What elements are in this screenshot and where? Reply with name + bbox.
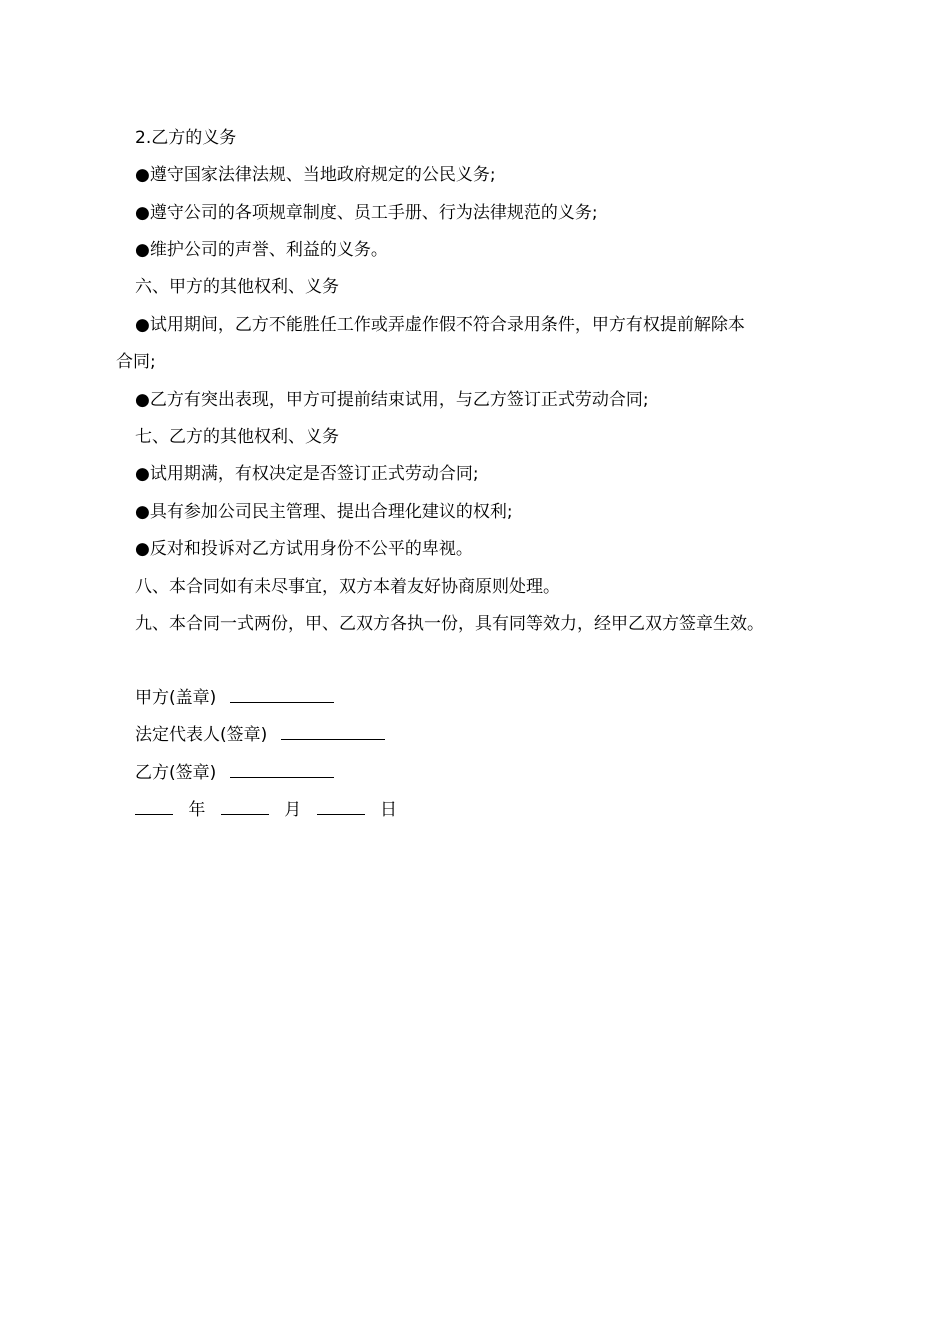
section-7-item: ●试用期满，有权决定是否签订正式劳动合同; — [135, 464, 479, 484]
legal-rep-label: 法定代表人(签章) — [135, 725, 268, 745]
section-7-item: ●具有参加公司民主管理、提出合理化建议的权利; — [135, 502, 513, 522]
party-a-signature-line — [135, 686, 334, 710]
day-blank — [317, 798, 365, 815]
section-6-item-continuation: 合同; — [116, 352, 156, 372]
month-label: 月 — [284, 800, 302, 820]
section-8: 八、本合同如有未尽事宜，双方本着友好协商原则处理。 — [135, 577, 560, 597]
section-6-item: ●试用期间，乙方不能胜任工作或弄虚作假不符合录用条件，甲方有权提前解除本 — [135, 315, 745, 335]
section-7-item: ●反对和投诉对乙方试用身份不公平的卑视。 — [135, 539, 473, 559]
obligation-item: ●维护公司的声誉、利益的义务。 — [135, 240, 388, 260]
party-b-signature-line — [135, 761, 334, 785]
obligation-item: ●遵守国家法律法规、当地政府规定的公民义务; — [135, 165, 496, 185]
legal-rep-blank — [281, 723, 385, 740]
legal-rep-signature-line — [135, 723, 385, 747]
section-obligations-b-title: 2.乙方的义务 — [135, 128, 237, 148]
section-9: 九、本合同一式两份，甲、乙双方各执一份，具有同等效力，经甲乙双方签章生效。 — [135, 614, 764, 634]
year-label: 年 — [188, 800, 206, 820]
party-b-blank — [230, 761, 334, 778]
section-6-title: 六、甲方的其他权利、义务 — [135, 277, 339, 297]
party-a-label: 甲方(盖章) — [135, 688, 217, 708]
party-b-label: 乙方(签章) — [135, 763, 217, 783]
section-6-item: ●乙方有突出表现，甲方可提前结束试用，与乙方签订正式劳动合同; — [135, 390, 649, 410]
year-blank — [135, 798, 173, 815]
section-7-title: 七、乙方的其他权利、义务 — [135, 427, 339, 447]
day-label: 日 — [380, 800, 398, 820]
date-line — [135, 798, 397, 822]
month-blank — [221, 798, 269, 815]
party-a-blank — [230, 686, 334, 703]
obligation-item: ●遵守公司的各项规章制度、员工手册、行为法律规范的义务; — [135, 203, 598, 223]
